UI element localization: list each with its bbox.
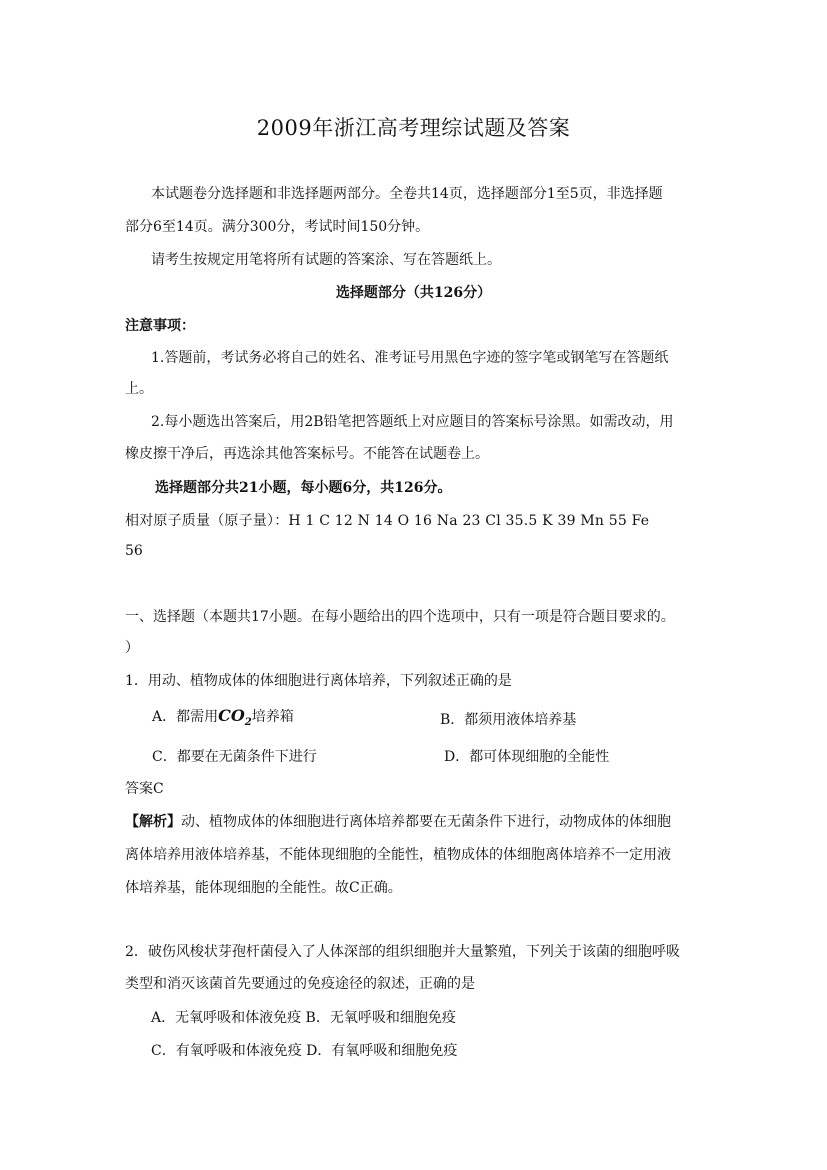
notes-item-2-line-1: 2.每小题选出答案后，用2B铅笔把答题纸上对应题目的答案标号涂黑。如需改动，用 (151, 414, 674, 430)
intro-line-3: 请考生按规定用笔将所有试题的答案涂、写在答题纸上。 (151, 252, 501, 268)
question-2-stem-line-2: 类型和消灭该菌首先要通过的免疫途径的叙述，正确的是 (125, 976, 475, 992)
part1-instructions-line-1: 一、选择题（本题共17小题。在每小题给出的四个选项中，只有一项是符合题目要求的。 (125, 609, 675, 625)
analysis-tag: 【解析】 (125, 814, 181, 830)
notes-item-1-line-1: 1.答题前，考试务必将自己的姓名、准考证号用黑色字迹的签字笔或钢笔写在答题纸 (151, 350, 669, 366)
question-2-options-ab: A．无氧呼吸和体液免疫 B．无氧呼吸和细胞免疫 (151, 1010, 456, 1026)
document-title: 2009年浙江高考理综试题及答案 (256, 116, 571, 140)
question-1-answer: 答案C (125, 781, 164, 797)
question-1-option-d: D．都可体现细胞的全能性 (444, 749, 610, 765)
notes-item-2-line-2: 橡皮擦干净后，再选涂其他答案标号。不能答在试题卷上。 (125, 446, 489, 462)
notes-heading: 注意事项： (125, 318, 195, 334)
question-1-stem: 1．用动、植物成体的体细胞进行离体培养，下列叙述正确的是 (125, 673, 512, 689)
question-1-analysis-line-1 (125, 811, 671, 831)
notes-item-1-line-2: 上。 (125, 381, 153, 397)
analysis-text-1: 动、植物成体的体细胞进行离体培养都要在无菌条件下进行，动物成体的体细胞 (181, 814, 671, 830)
question-1-option-a (152, 706, 294, 728)
subsection-heading: 选择题部分共21小题，每小题6分，共126分。 (155, 480, 452, 496)
part1-instructions-line-2: ） (125, 640, 139, 656)
co2-subscript: 2 (244, 717, 252, 729)
intro-line-1: 本试题卷分选择题和非选择题两部分。全卷共14页，选择题部分1至5页，非选择题 (151, 186, 663, 202)
question-1-analysis-line-3: 体培养基，能体现细胞的全能性。故C正确。 (125, 880, 402, 896)
intro-line-2: 部分6至14页。满分300分，考试时间150分钟。 (125, 219, 430, 235)
question-1-analysis-line-2: 离体培养用液体培养基，不能体现细胞的全能性，植物成体的体细胞离体培养不一定用液 (125, 847, 671, 863)
atomic-mass-line-2: 56 (125, 543, 143, 559)
option-a-suffix: 培养箱 (251, 709, 294, 725)
section-heading: 选择题部分（共126分） (335, 285, 492, 301)
question-1-option-b: B．都须用液体培养基 (440, 712, 577, 728)
co2-formula (218, 706, 252, 729)
atomic-mass-line-1: 相对原子质量（原子量）：H 1 C 12 N 14 O 16 Na 23 Cl 35.5 K 39 Mn 55 Fe (125, 513, 650, 529)
question-2-stem-line-1: 2．破伤风梭状芽孢杆菌侵入了人体深部的组织细胞并大量繁殖，下列关于该菌的细胞呼吸 (125, 944, 680, 960)
question-2-options-cd: C．有氧呼吸和体液免疫 D．有氧呼吸和细胞免疫 (151, 1043, 458, 1059)
co2-main: CO (218, 706, 245, 725)
question-1-option-c: C．都要在无菌条件下进行 (152, 749, 317, 765)
option-a-prefix: A．都需用 (152, 709, 219, 725)
